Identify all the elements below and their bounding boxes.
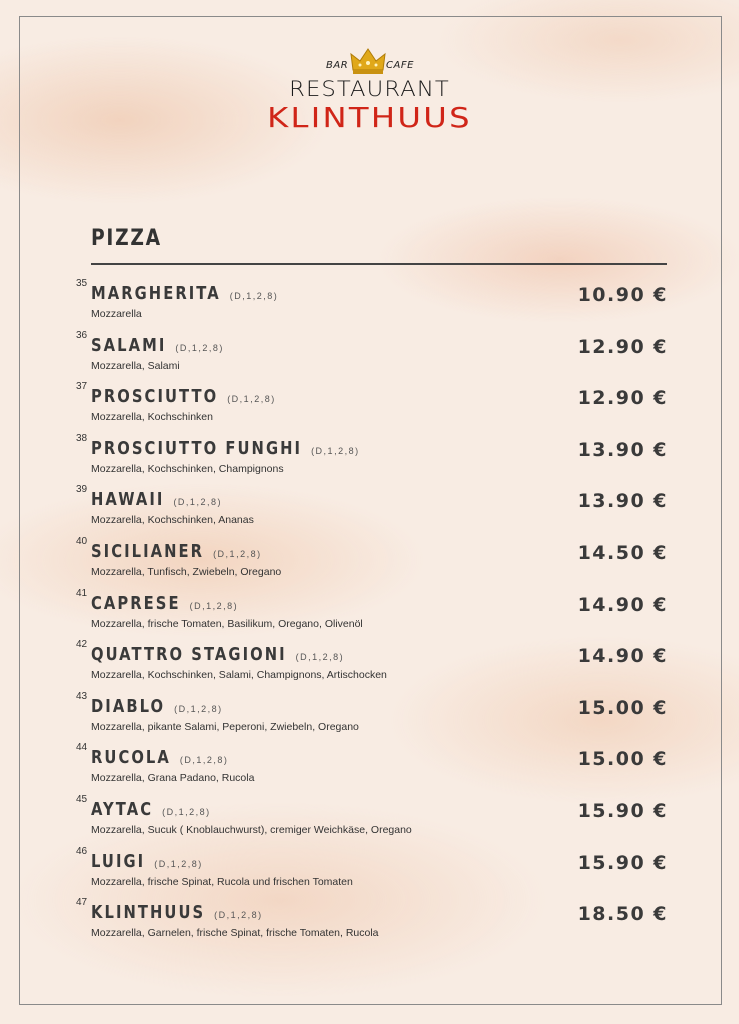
menu-item-description: Mozzarella, Tunfisch, Zwiebeln, Oregano <box>91 565 282 578</box>
menu-item <box>76 330 668 382</box>
menu-item-codes: (D,1,2,8) <box>229 291 279 301</box>
menu-item <box>76 742 668 794</box>
menu-item-codes: (D,1,2,8) <box>179 755 229 766</box>
menu-item-heading <box>91 540 262 562</box>
logo-bar-label: BAR <box>326 60 349 71</box>
menu-item-number: 47 <box>76 897 88 909</box>
menu-item-description: Mozzarella <box>91 308 142 320</box>
menu-item-price: 10.90 € <box>577 284 668 306</box>
menu-item <box>76 278 668 330</box>
menu-item-codes: (D,1,2,8) <box>227 394 276 405</box>
menu-item-codes: (D,1,2,8) <box>311 445 360 456</box>
menu-item-codes: (D,1,2,8) <box>295 652 345 663</box>
menu-item-number: 46 <box>76 845 88 857</box>
menu-item-description: Mozzarella, Garnelen, frische Spinat, frische Tomaten, Rucola <box>91 927 379 940</box>
menu-item-price: 15.00 € <box>577 748 668 771</box>
menu-item-name: MARGHERITA <box>91 283 221 304</box>
menu-item-price: 18.50 € <box>577 903 668 926</box>
menu-item-name: RUCOLA <box>91 747 171 769</box>
menu-item-number: 35 <box>76 278 88 289</box>
menu-item-heading <box>91 695 223 717</box>
menu-item-description: Mozzarella, Kochschinken, Ananas <box>91 514 254 527</box>
menu-item-codes: (D,1,2,8) <box>214 910 263 921</box>
menu-item-price: 14.50 € <box>577 541 668 564</box>
menu-item-price: 13.90 € <box>577 438 668 461</box>
menu-item-price: 15.90 € <box>577 799 668 822</box>
logo-cafe-label: CAFE <box>386 60 414 71</box>
menu-item-heading <box>91 334 224 356</box>
menu-item-description: Mozzarella, Kochschinken, Salami, Champignons, Artischocken <box>91 669 387 682</box>
menu-item-codes: (D,1,2,8) <box>174 703 223 714</box>
menu-item-name: SICILIANER <box>91 540 205 562</box>
logo-name-text: KLINTHUUS <box>267 101 472 134</box>
menu-item-codes: (D,1,2,8) <box>162 806 211 817</box>
menu-item <box>76 846 668 898</box>
menu-item-price: 14.90 € <box>577 593 668 616</box>
menu-item <box>76 691 668 743</box>
menu-item-name: DIABLO <box>91 695 166 717</box>
menu-item <box>76 794 668 846</box>
menu-item-heading <box>91 592 239 614</box>
menu-item-heading <box>91 644 345 666</box>
menu-item-description: Mozzarella, Salami <box>91 359 180 372</box>
menu-item-description: Mozzarella, Sucuk ( Knoblauchwurst), cremiger Weichkäse, Oregano <box>91 823 412 836</box>
menu-item-heading <box>91 386 276 408</box>
menu-items-list <box>76 278 668 949</box>
menu-item-name: LUIGI <box>91 850 146 872</box>
crown-icon <box>350 48 386 76</box>
menu-item-codes: (D,1,2,8) <box>154 858 203 869</box>
menu-item-number: 39 <box>76 484 88 496</box>
section-divider <box>91 263 667 265</box>
menu-item-name: PROSCIUTTO <box>91 386 219 408</box>
menu-item-heading <box>91 798 211 820</box>
menu-item-price: 14.90 € <box>577 645 668 668</box>
menu-item-name: AYTAC <box>91 798 154 820</box>
menu-item-description: Mozzarella, frische Spinat, Rucola und frischen Tomaten <box>91 875 353 888</box>
menu-item-price: 13.90 € <box>577 490 668 513</box>
menu-item <box>76 484 668 536</box>
menu-item-name: PROSCIUTTO FUNGHI <box>91 437 303 459</box>
menu-item-number: 43 <box>76 690 88 702</box>
menu-item-number: 37 <box>76 381 88 393</box>
menu-item-number: 36 <box>76 329 88 341</box>
menu-item-description: Mozzarella, Grana Padano, Rucola <box>91 772 255 785</box>
menu-item-number: 42 <box>76 639 88 651</box>
menu-item-number: 44 <box>76 742 88 754</box>
section-title: PIZZA <box>91 226 162 251</box>
menu-item <box>76 381 668 433</box>
menu-item-heading <box>91 283 279 304</box>
menu-item <box>76 536 668 588</box>
menu-item-description: Mozzarella, Kochschinken <box>91 411 213 424</box>
menu-item-name: HAWAII <box>91 489 165 511</box>
menu-item-name: QUATTRO STAGIONI <box>91 644 287 666</box>
menu-item-price: 15.00 € <box>577 696 668 719</box>
menu-item-heading <box>91 437 360 459</box>
menu-item-number: 38 <box>76 432 88 444</box>
menu-item-codes: (D,1,2,8) <box>189 600 239 611</box>
menu-item-name: KLINTHUUS <box>91 902 206 924</box>
menu-item-codes: (D,1,2,8) <box>175 342 224 353</box>
menu-item-price: 12.90 € <box>577 335 668 358</box>
menu-item-heading <box>91 747 229 769</box>
menu-item-codes: (D,1,2,8) <box>173 497 222 508</box>
menu-item-price: 12.90 € <box>577 387 668 410</box>
menu-item-number: 41 <box>76 587 88 599</box>
menu-item-heading <box>91 850 203 872</box>
menu-item <box>76 433 668 485</box>
menu-item-heading <box>91 489 222 511</box>
menu-item-codes: (D,1,2,8) <box>213 548 262 559</box>
logo-restaurant-text: RESTAURANT <box>289 77 450 101</box>
menu-item-number: 45 <box>76 793 88 805</box>
menu-item-number: 40 <box>76 535 88 547</box>
menu-item-description: Mozzarella, Kochschinken, Champignons <box>91 462 284 475</box>
restaurant-logo <box>0 44 739 134</box>
menu-item <box>76 639 668 691</box>
menu-item <box>76 897 668 949</box>
menu-item-name: CAPRESE <box>91 592 181 614</box>
menu-item-name: SALAMI <box>91 334 167 356</box>
menu-item <box>76 588 668 640</box>
menu-item-heading <box>91 902 263 924</box>
menu-item-description: Mozzarella, pikante Salami, Peperoni, Zwiebeln, Oregano <box>91 720 359 733</box>
menu-item-price: 15.90 € <box>577 851 668 874</box>
menu-item-description: Mozzarella, frische Tomaten, Basilikum, Oregano, Olivenöl <box>91 617 363 630</box>
